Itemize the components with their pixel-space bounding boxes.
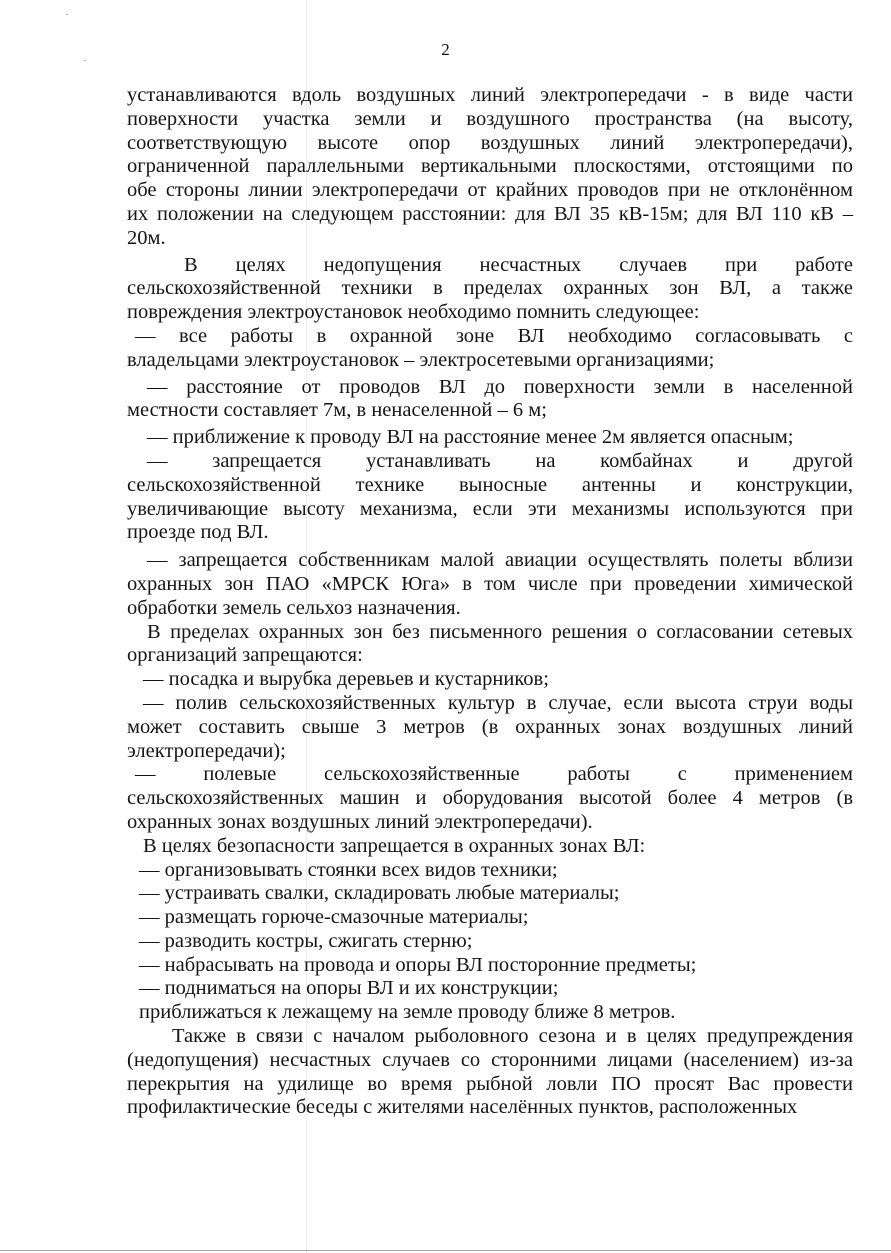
text-line: ограниченной параллельными вертикальными плоскостями, отстоящими по — [127, 155, 853, 178]
text-line: владельцами электроустановок – электросетевыми организациями; — [127, 348, 715, 371]
text-line: — размещать горюче-смазочные материалы; — [139, 906, 529, 929]
paragraph — [127, 906, 853, 930]
text-line: охранных зон ПАО «МРСК Юга» в том числе при проведении химической — [127, 572, 853, 595]
text-line: — устраивать свалки, складировать любые материалы; — [139, 882, 620, 905]
text-line: их положении на следующем расстоянии: для ВЛ 35 кВ-15м; для ВЛ 110 кВ – — [127, 202, 853, 225]
scan-speck — [66, 14, 68, 15]
text-line: В пределах охранных зон без письменного решения о согласовании сетевых — [147, 620, 853, 643]
paragraph — [127, 954, 853, 978]
paragraph — [127, 254, 853, 325]
paragraph — [127, 621, 853, 669]
paragraph — [127, 763, 853, 834]
text-line: — все работы в охранной зоне ВЛ необходимо согласовывать с — [135, 324, 853, 347]
text-line: проезде под ВЛ. — [127, 521, 269, 544]
document-body — [127, 84, 853, 1120]
text-line: профилактические беседы с жителями населённых пунктов, расположенных — [127, 1096, 798, 1119]
text-line: поверхности участка земли и воздушного пространства (на высоту, — [127, 107, 853, 130]
text-line: (недопущения) несчастных случаев со сторонними лицами (населением) из-за — [127, 1048, 853, 1071]
scan-speck — [84, 60, 86, 61]
paragraph — [127, 376, 853, 424]
text-line: электропередачи); — [127, 739, 286, 762]
scan-bottom-edge — [0, 1250, 891, 1251]
paragraph — [127, 549, 853, 620]
text-line: местности составляет 7м, в ненаселенной – 6 м; — [127, 399, 547, 422]
text-line: — полевые сельскохозяйственные работы с применением — [135, 763, 853, 786]
text-line: обработки земель сельхоз назначения. — [127, 596, 461, 619]
text-line: соответствующую высоте опор воздушных линий электропередачи), — [127, 131, 853, 154]
text-line: — запрещается собственникам малой авиации осуществлять полеты вблизи — [147, 549, 853, 572]
paragraph — [127, 859, 853, 883]
text-line: сельскохозяйственной техники в пределах охранных зон ВЛ, а также — [127, 277, 853, 300]
paragraph — [127, 930, 853, 954]
text-line: увеличивающие высоту механизма, если эти механизмы используются при — [127, 497, 853, 520]
paragraph — [127, 882, 853, 906]
paragraph — [127, 426, 853, 450]
text-line: — приближение к проводу ВЛ на расстояние менее 2м является опасным; — [147, 426, 794, 449]
text-line: В целях безопасности запрещается в охранных зонах ВЛ: — [143, 834, 646, 857]
text-line: В целях недопущения несчастных случаев при работе — [184, 253, 853, 276]
text-line: Также в связи с началом рыболовного сезона и в целях предупреждения — [172, 1025, 853, 1048]
paragraph — [127, 835, 853, 859]
paragraph — [127, 692, 853, 763]
paragraph — [127, 325, 853, 373]
text-line: сельскохозяйственной технике выносные антенны и конструкции, — [127, 473, 853, 496]
text-line: сельскохозяйственных машин и оборудования высотой более 4 метров (в — [127, 787, 853, 810]
text-line: перекрытия на удилище во время рыбной ловли ПО просят Вас провести — [127, 1072, 853, 1095]
paragraph — [127, 1001, 853, 1025]
text-line: — разводить костры, сжигать стерню; — [139, 929, 473, 952]
text-line: — расстояние от проводов ВЛ до поверхности земли в населенной — [147, 375, 853, 398]
paragraph — [127, 668, 853, 692]
text-line: — посадка и вырубка деревьев и кустарников; — [143, 668, 549, 691]
text-line: устанавливаются вдоль воздушных линий электропередачи - в виде части — [127, 84, 853, 106]
paragraph — [127, 84, 853, 251]
text-line: может составить свыше 3 метров (в охранных зонах воздушных линий — [127, 715, 853, 738]
text-line: повреждения электроустановок необходимо помнить следующее: — [127, 301, 700, 324]
text-line: обе стороны линии электропередачи от крайних проводов при не отклонённом — [127, 179, 853, 202]
paragraph — [127, 450, 853, 545]
paragraph — [127, 1025, 853, 1120]
paragraph — [127, 977, 853, 1001]
text-line: приближаться к лежащему на земле проводу ближе 8 метров. — [139, 1001, 676, 1024]
text-line: — набрасывать на провода и опоры ВЛ посторонние предметы; — [139, 953, 697, 976]
text-line: — полив сельскохозяйственных культур в случае, если высота струи воды — [143, 691, 853, 714]
text-line: — подниматься на опоры ВЛ и их конструкции; — [139, 977, 559, 1000]
text-line: — запрещается устанавливать на комбайнах и другой — [147, 449, 853, 472]
text-line: — организовывать стоянки всех видов техники; — [139, 858, 558, 881]
page-number: 2 — [441, 40, 450, 59]
text-line: 20м. — [127, 226, 166, 249]
text-line: охранных зонах воздушных линий электропередачи). — [127, 810, 593, 833]
text-line: организаций запрещаются: — [127, 644, 363, 667]
